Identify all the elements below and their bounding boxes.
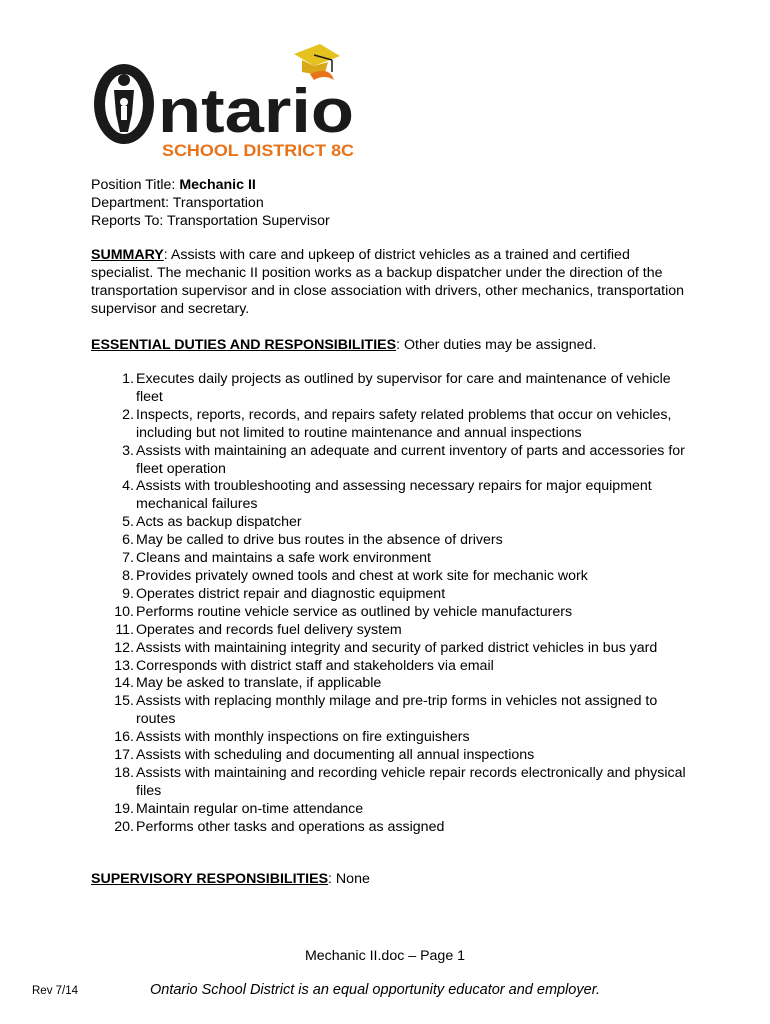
logo-subtitle: SCHOOL DISTRICT 8C	[162, 141, 354, 160]
list-item: 20. Performs other tasks and operations as assigned	[114, 818, 445, 835]
graduation-cap-icon	[294, 44, 340, 80]
list-item: 5. Acts as backup dispatcher	[122, 514, 302, 531]
o-family-emblem	[94, 64, 154, 144]
list-item: 19. Maintain regular on-time attendance	[114, 800, 364, 817]
position-title-label: Position Title:	[91, 177, 176, 193]
reports-to-value: Transportation Supervisor	[166, 213, 330, 229]
list-item: 4. Assists with troubleshooting and assessing necessary repairs for major equipment mechanical failures	[122, 478, 652, 513]
position-title-value: Mechanic II	[179, 177, 256, 193]
reports-to-row	[91, 212, 330, 230]
eeo-statement: Ontario School District is an equal opportunity educator and employer.	[150, 982, 601, 998]
list-item: 16. Assists with monthly inspections on fire extinguishers	[114, 729, 470, 746]
list-item: 17. Assists with scheduling and documenting all annual inspections	[114, 747, 535, 764]
list-item: 13. Corresponds with district staff and stakeholders via email	[114, 657, 494, 674]
supervisory-text: : None	[328, 871, 370, 887]
summary-text: : Assists with care and upkeep of district vehicles as a trained and certified specialist. The mechanic II position works as a backup dispatcher under the direction of the transportation supervisor and in close association with drivers, other mechanics, transportation supervisor and secretary.	[91, 247, 685, 317]
logo-wordmark: ntario	[158, 77, 354, 146]
summary-section	[91, 246, 691, 318]
list-item: 6. May be called to drive bus routes in the absence of drivers	[122, 532, 503, 549]
list-item: 14. May be asked to translate, if applicable	[114, 675, 382, 692]
list-item: 15. Assists with replacing monthly milage and pre-trip forms in vehicles not assigned to routes	[114, 693, 658, 728]
summary-heading: SUMMARY	[91, 247, 164, 263]
position-info	[91, 176, 330, 230]
list-item: 11. Operates and records fuel delivery system	[115, 621, 402, 638]
supervisory-section	[91, 870, 370, 888]
department-value: Transportation	[172, 195, 264, 211]
duties-list	[110, 371, 690, 837]
supervisory-heading: SUPERVISORY RESPONSIBILITIES	[91, 871, 329, 887]
list-item: 18. Assists with maintaining and recording vehicle repair records electronically and physical files	[114, 764, 686, 799]
list-item: 3. Assists with maintaining an adequate and current inventory of parts and accessories for fleet operation	[122, 442, 685, 477]
revision-label: Rev 7/14	[32, 985, 79, 997]
duties-intro: : Other duties may be assigned.	[396, 337, 597, 353]
duties-heading: ESSENTIAL DUTIES AND RESPONSIBILITIES	[91, 337, 397, 353]
list-item: 8. Provides privately owned tools and chest at work site for mechanic work	[122, 567, 588, 584]
department-row	[91, 194, 330, 212]
page-footer: Mechanic II.doc – Page 1	[304, 948, 466, 964]
district-logo	[88, 40, 368, 162]
list-item: 9. Operates district repair and diagnostic equipment	[122, 585, 446, 602]
duties-heading-line	[91, 336, 691, 354]
position-title-row	[91, 176, 330, 194]
reports-to-label: Reports To:	[91, 213, 164, 229]
list-item: 1. Executes daily projects as outlined by supervisor for care and maintenance of vehicle fleet	[122, 371, 671, 405]
list-item: 2. Inspects, reports, records, and repairs safety related problems that occur on vehicles, including but not limited to routine maintenance and annual inspections	[122, 406, 672, 441]
department-label: Department:	[91, 195, 170, 211]
list-item: 7. Cleans and maintains a safe work environment	[122, 550, 431, 567]
list-item: 10. Performs routine vehicle service as outlined by vehicle manufacturers	[114, 603, 573, 620]
list-item: 12. Assists with maintaining integrity and security of parked district vehicles in bus yard	[114, 639, 658, 656]
